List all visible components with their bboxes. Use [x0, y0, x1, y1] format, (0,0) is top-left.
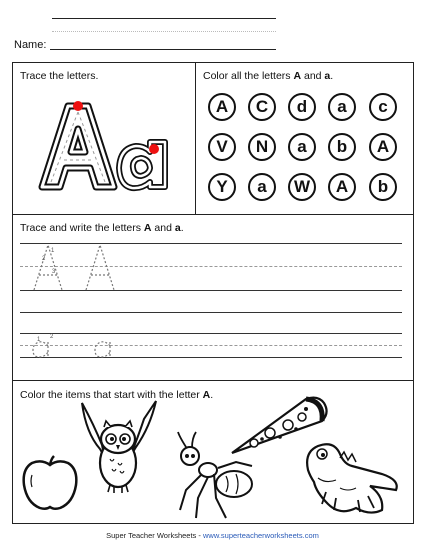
dotted-uppercase-a-guides[interactable]: [30, 243, 130, 291]
name-field[interactable]: [50, 49, 276, 50]
letter-bubble[interactable]: A: [328, 173, 356, 201]
letter-bubble[interactable]: b: [369, 173, 397, 201]
letter-bubble[interactable]: b: [328, 133, 356, 161]
letter-bubble[interactable]: N: [248, 133, 276, 161]
writing-top-line: [20, 312, 402, 313]
svg-text:2: 2: [42, 256, 46, 262]
trace-uppercase-a: [42, 106, 114, 187]
dotted-lowercase-a-guides[interactable]: [28, 330, 128, 358]
top-dotted-line: [52, 31, 276, 32]
name-label: Name:: [14, 39, 47, 51]
letter-bubble[interactable]: A: [369, 133, 397, 161]
trace-letters-graphic[interactable]: [24, 92, 184, 197]
letter-bubble[interactable]: a: [288, 133, 316, 161]
items-instruction: Color the items that start with the letter A.: [20, 389, 214, 401]
letter-bubble[interactable]: a: [248, 173, 276, 201]
top-column-divider: [195, 62, 196, 214]
svg-text:1: 1: [37, 337, 41, 343]
apple-picture[interactable]: [20, 453, 80, 513]
start-dot-upper: [73, 101, 83, 111]
letter-bubble[interactable]: W: [288, 173, 316, 201]
svg-text:3: 3: [52, 269, 56, 275]
letter-bubble[interactable]: C: [248, 93, 276, 121]
color-letters-instruction: Color all the letters A and a.: [203, 70, 334, 82]
section-divider-1: [12, 214, 413, 215]
footer-credit: Super Teacher Worksheets - www.superteacherworksheets.com: [106, 531, 319, 540]
trace-instruction: Trace the letters.: [20, 70, 99, 82]
letter-bubble[interactable]: c: [369, 93, 397, 121]
letter-bubble[interactable]: Y: [208, 173, 236, 201]
svg-text:1: 1: [51, 248, 55, 254]
alligator-picture[interactable]: [296, 430, 408, 520]
letter-bubble[interactable]: V: [208, 133, 236, 161]
start-dot-lower: [149, 144, 159, 154]
letter-bubble[interactable]: a: [328, 93, 356, 121]
section-divider-2: [12, 380, 413, 381]
svg-text:2: 2: [50, 334, 54, 340]
footer-url[interactable]: www.superteacherworksheets.com: [202, 531, 319, 540]
top-blank-line: [52, 18, 276, 19]
write-instruction: Trace and write the letters A and a.: [20, 222, 184, 234]
letter-bubble[interactable]: A: [208, 93, 236, 121]
owl-picture[interactable]: [74, 397, 164, 495]
letter-bubble[interactable]: d: [288, 93, 316, 121]
footer-brand: Super Teacher Worksheets: [106, 531, 197, 540]
